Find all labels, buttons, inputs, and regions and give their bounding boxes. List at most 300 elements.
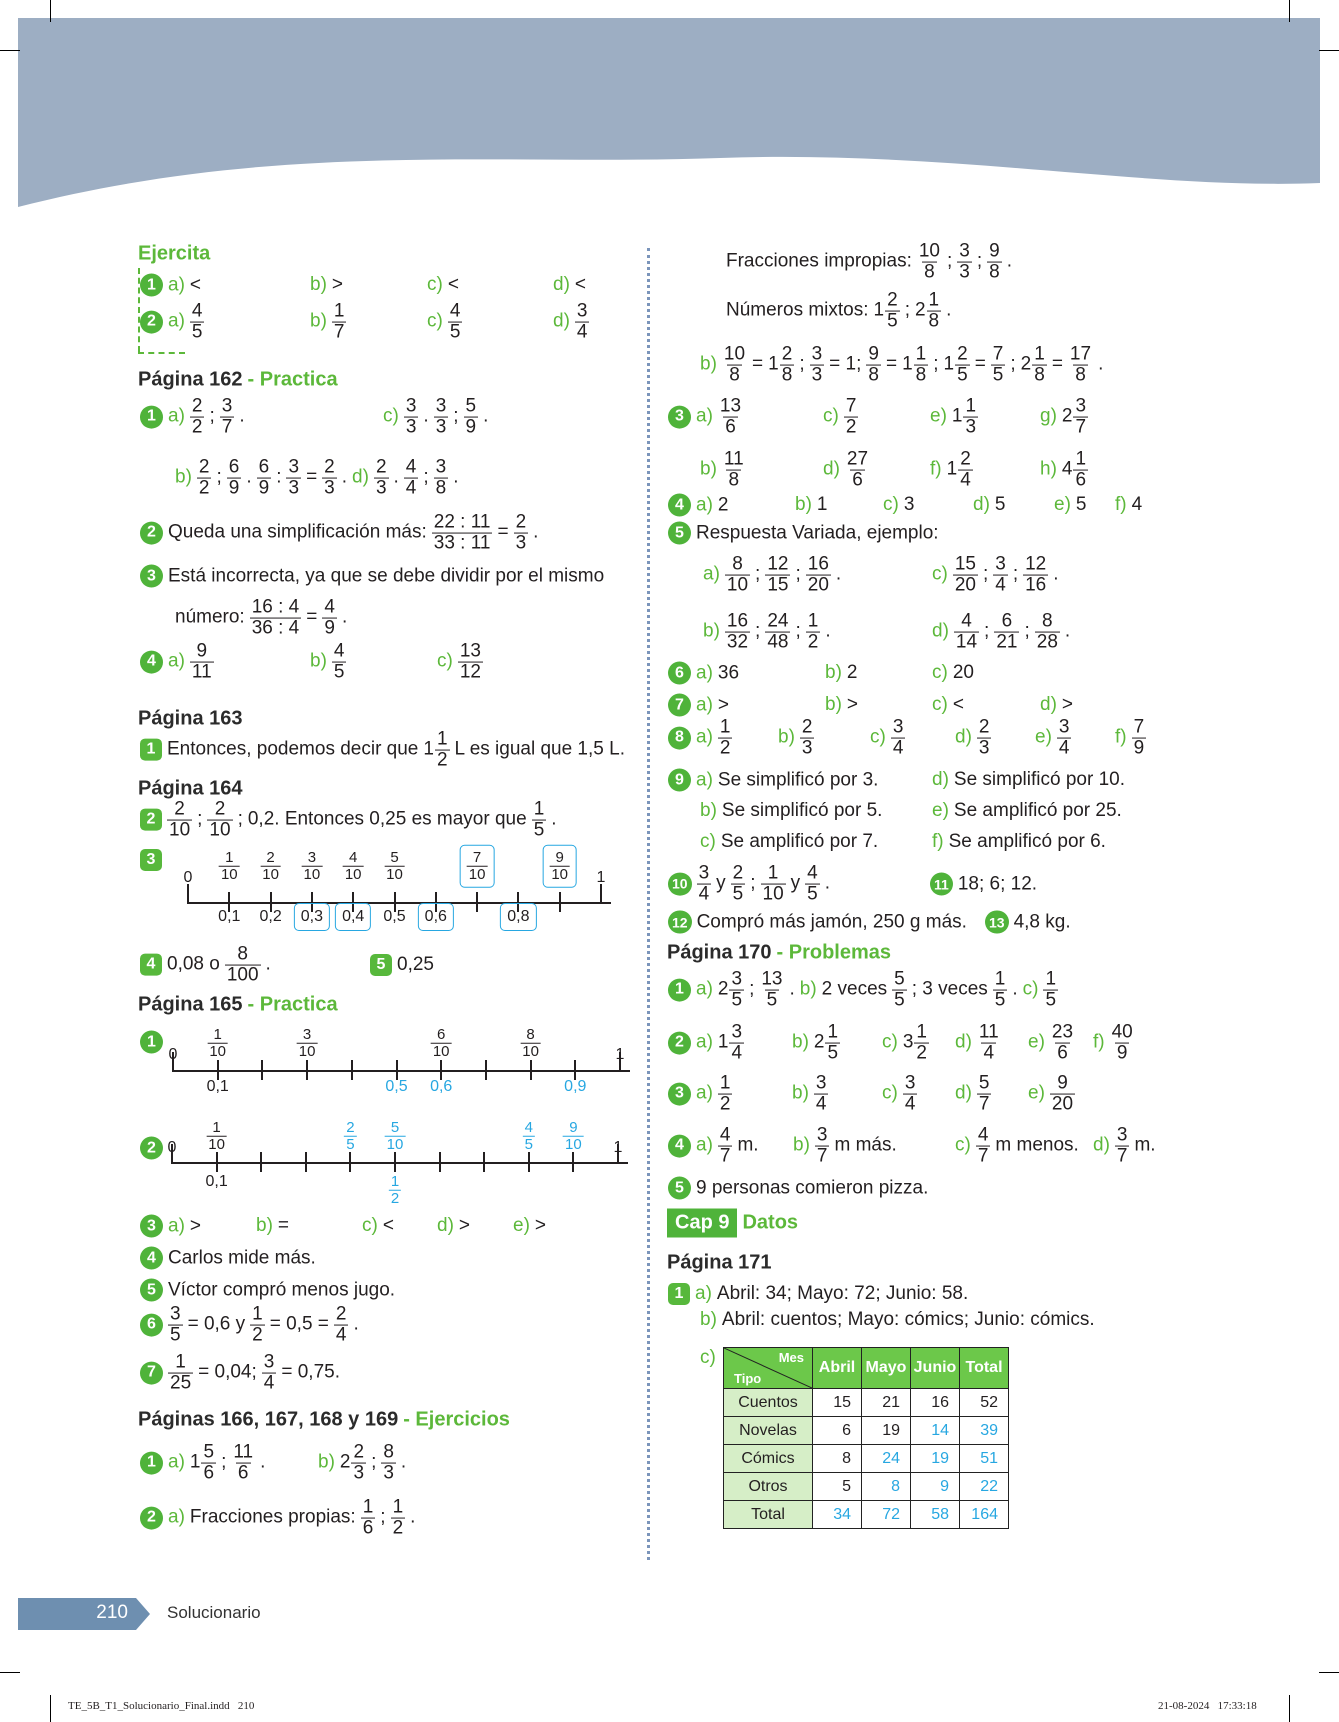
denominator: 4 xyxy=(263,1372,275,1394)
denominator: 10 xyxy=(551,865,569,883)
section-subheading: Datos xyxy=(742,1211,799,1234)
text: < xyxy=(574,274,587,295)
numerator: 7 xyxy=(845,395,857,417)
numerator: 24 xyxy=(767,610,789,632)
number-line-tick xyxy=(559,892,561,912)
table-cell: 58 xyxy=(911,1501,960,1529)
answer-line xyxy=(668,769,883,792)
denominator: 10 xyxy=(344,865,362,883)
denominator: 10 xyxy=(565,1135,582,1153)
denominator: 5 xyxy=(887,310,898,332)
number-line-label xyxy=(430,1078,452,1096)
crop-mark xyxy=(0,50,20,51)
text: < xyxy=(189,274,202,295)
fraction xyxy=(765,612,790,653)
denominator: 7 xyxy=(816,1145,828,1167)
table-cell: 39 xyxy=(960,1417,1009,1445)
numerator: 5 xyxy=(978,1072,990,1094)
answer-line xyxy=(668,662,744,685)
whole-part: 2 xyxy=(813,1032,825,1053)
text: 3 xyxy=(903,494,915,515)
label-text: 0,8 xyxy=(507,908,530,925)
fraction xyxy=(731,864,746,905)
answer-line xyxy=(823,450,875,491)
answer-line xyxy=(667,1252,777,1275)
denominator: 3 xyxy=(978,737,990,759)
fraction xyxy=(800,718,815,759)
fraction xyxy=(810,345,825,386)
whole-part: 1 xyxy=(873,300,885,321)
answer-line xyxy=(667,942,896,965)
text: Se amplificó por 6. xyxy=(948,831,1106,852)
label-text: 1 xyxy=(615,1046,625,1063)
text: Números mixtos: xyxy=(726,300,869,321)
denominator: 48 xyxy=(767,631,789,653)
numerator: 15 xyxy=(954,553,976,575)
text: . xyxy=(946,300,952,321)
item-label: a) xyxy=(696,662,713,683)
fraction xyxy=(1023,555,1048,596)
numerator: 13 xyxy=(459,640,481,662)
denominator: 2 xyxy=(252,1324,263,1346)
numerator: 3 xyxy=(904,1072,916,1094)
section-subheading: - Ejercicios xyxy=(403,1408,510,1431)
number-line-label xyxy=(302,850,323,883)
ejercita-border xyxy=(138,352,185,354)
text: ; xyxy=(904,300,910,321)
text: ; xyxy=(982,564,989,585)
fraction xyxy=(563,1120,584,1153)
number-line-tick xyxy=(600,884,602,904)
text: = xyxy=(277,1215,290,1236)
item-label: e) xyxy=(1028,1032,1045,1053)
label-text: 0 xyxy=(168,1046,178,1063)
answer-line xyxy=(427,302,467,343)
label-text: 0,2 xyxy=(259,908,282,925)
number-line-label xyxy=(218,908,240,926)
answer-line xyxy=(140,1353,345,1394)
numerator: 2 xyxy=(515,511,527,533)
text: . xyxy=(824,873,831,894)
label-text: 0,3 xyxy=(300,908,324,925)
whole-part: 2 xyxy=(1020,354,1032,375)
answer-line xyxy=(882,1074,922,1115)
denominator: 10 xyxy=(298,1042,316,1060)
denominator: 25 xyxy=(170,1372,192,1394)
denominator: 10 xyxy=(432,1042,450,1060)
denominator: 4 xyxy=(405,477,417,499)
answer-line xyxy=(932,831,1111,853)
denominator: 9 xyxy=(1133,737,1145,759)
numerator: 1 xyxy=(212,1118,221,1136)
numerator: 16 xyxy=(807,553,829,575)
denominator: 5 xyxy=(827,1042,839,1064)
item-label: c) xyxy=(870,727,886,748)
text: ; xyxy=(755,564,761,585)
fraction xyxy=(765,555,790,596)
whole-part: 1 xyxy=(943,354,955,375)
fraction xyxy=(262,1353,277,1394)
denominator: 6 xyxy=(362,1517,374,1539)
mixed-number xyxy=(952,397,978,438)
numerator: 2 xyxy=(732,862,744,884)
fraction xyxy=(1043,970,1058,1011)
text: < xyxy=(447,274,459,295)
answer-line xyxy=(700,800,887,822)
text: 4,8 kg. xyxy=(1013,911,1071,932)
text: ; xyxy=(946,251,953,272)
table-cell: 16 xyxy=(911,1389,960,1417)
denominator: 100 xyxy=(226,964,259,986)
item-label: a) xyxy=(696,406,713,427)
table-cell: 22 xyxy=(960,1473,1009,1501)
answer-line xyxy=(825,694,863,716)
fraction xyxy=(250,1305,265,1346)
denominator: 7 xyxy=(977,1145,989,1167)
text: Está incorrecta, ya que se debe dividir por el mismo xyxy=(168,565,605,586)
item-label: f) xyxy=(932,831,944,852)
answer-line xyxy=(140,302,209,343)
row-label: Total xyxy=(724,1501,813,1529)
label-text: 0,4 xyxy=(342,908,365,925)
item-label: a) xyxy=(696,1083,713,1104)
text: = 0,04; xyxy=(198,1362,257,1383)
numerator: 2 xyxy=(375,456,387,478)
number-line-tick xyxy=(351,1060,353,1080)
numerator: 2 xyxy=(801,716,813,738)
numerator: 3 xyxy=(170,1303,181,1325)
item-label: e) xyxy=(1028,1083,1045,1104)
fraction xyxy=(993,555,1008,596)
denominator: 5 xyxy=(1045,989,1057,1011)
denominator: 3 xyxy=(288,477,300,499)
answer-line xyxy=(932,800,1127,822)
table-cell: 19 xyxy=(911,1445,960,1473)
answer-line xyxy=(700,831,883,853)
answer-line xyxy=(370,954,439,976)
number-line-label xyxy=(294,903,330,931)
fraction xyxy=(957,242,972,283)
number-line-label xyxy=(385,1078,407,1096)
number-line-tick xyxy=(217,1060,219,1080)
exercise-number-square: 1 xyxy=(668,1283,690,1305)
column-header: Abril xyxy=(813,1348,862,1389)
item-label: c) xyxy=(437,651,453,672)
denominator: 8 xyxy=(924,261,935,283)
whole-part: 1 xyxy=(946,459,958,480)
numerator: 11 xyxy=(978,1021,999,1043)
fraction xyxy=(391,1498,406,1539)
exercise-number-badge: 5 xyxy=(140,1279,163,1302)
number-line-label xyxy=(542,845,577,888)
crop-mark xyxy=(1289,1695,1290,1722)
exercise-number-badge: 1 xyxy=(140,1031,163,1054)
number-line-tick xyxy=(439,1152,441,1172)
item-label: c) xyxy=(883,494,899,515)
denominator: 6 xyxy=(725,416,736,438)
text: 1 xyxy=(816,494,828,515)
exercise-number-square: 4 xyxy=(140,954,162,976)
item-label: b) xyxy=(700,800,717,821)
numerator: 1 xyxy=(390,1172,400,1190)
denominator: 3 xyxy=(435,416,447,438)
denominator: 5 xyxy=(894,989,905,1011)
fraction xyxy=(514,513,529,554)
exercise-number-badge: 3 xyxy=(668,406,691,429)
denominator: 5 xyxy=(994,989,1006,1011)
text: = 0,75. xyxy=(281,1362,340,1383)
numerator: 12 xyxy=(767,553,789,575)
answer-line xyxy=(703,555,846,596)
denominator: 2 xyxy=(719,1093,731,1115)
answer-line xyxy=(427,274,464,296)
answer-line xyxy=(1028,1074,1080,1115)
answer-line xyxy=(955,1023,1006,1064)
item-label: a) xyxy=(696,769,713,790)
numerator: 2 xyxy=(353,1441,365,1463)
numerator: 4 xyxy=(449,300,461,322)
section-heading: Página 171 xyxy=(667,1251,772,1274)
number-line-tick xyxy=(528,1152,530,1172)
exercise-number-badge: 4 xyxy=(668,1135,691,1158)
text: > xyxy=(458,1215,471,1236)
fraction xyxy=(1057,718,1072,759)
exercise-number-badge: 2 xyxy=(140,1137,163,1160)
numerator: 6 xyxy=(228,456,240,478)
answer-line xyxy=(256,1215,294,1237)
denominator: 6 xyxy=(852,469,863,491)
table-row xyxy=(724,1445,1009,1473)
denominator: 7 xyxy=(719,1145,731,1167)
fraction xyxy=(1110,1023,1135,1064)
numerator: 1 xyxy=(175,1351,186,1373)
item-label: c) xyxy=(955,1135,971,1156)
answer-line xyxy=(667,1209,803,1238)
text: = 0,6 y xyxy=(187,1314,246,1335)
denominator: 8 xyxy=(435,477,447,499)
answer-line xyxy=(140,642,219,683)
section-heading: Página 163 xyxy=(138,707,243,730)
label-text: 0,6 xyxy=(430,1078,453,1095)
answer-line xyxy=(932,662,979,684)
exercise-number-badge: 6 xyxy=(668,662,691,685)
text: m. xyxy=(737,1135,759,1156)
answer-line xyxy=(668,1023,749,1064)
text: > xyxy=(331,274,344,295)
fraction xyxy=(697,864,712,905)
mixed-number xyxy=(190,1443,216,1484)
exercise-number-badge: 4 xyxy=(668,494,691,517)
fraction xyxy=(549,850,570,883)
exercise-number-badge: 4 xyxy=(140,1247,163,1270)
answer-line xyxy=(175,598,352,639)
numerator: 3 xyxy=(811,343,823,365)
text: 18; 6; 12. xyxy=(957,873,1038,894)
row-label: Otros xyxy=(724,1473,813,1501)
fraction xyxy=(953,555,978,596)
item-label: d) xyxy=(823,459,840,480)
numerator: 1 xyxy=(719,1072,731,1094)
denominator: 4 xyxy=(576,321,588,343)
column-header: Mayo xyxy=(862,1348,911,1389)
number-line-label xyxy=(335,903,371,931)
answer-line xyxy=(973,494,1010,516)
item-label: b) xyxy=(318,1452,335,1473)
denominator: 3 xyxy=(801,737,813,759)
fraction xyxy=(977,718,992,759)
numerator: 8 xyxy=(237,943,248,965)
text: 0,25 xyxy=(397,954,434,975)
denominator: 20 xyxy=(807,574,829,596)
answer-line xyxy=(362,1215,399,1237)
denominator: 2 xyxy=(807,631,819,653)
item-label: b) xyxy=(256,1215,273,1236)
item-label: e) xyxy=(932,800,949,821)
text: ; xyxy=(799,354,805,375)
denominator: 11 xyxy=(191,661,212,683)
fraction xyxy=(435,730,450,771)
text: . xyxy=(1053,564,1059,585)
denominator: 9 xyxy=(228,477,240,499)
item-label: e) xyxy=(930,406,947,427)
numerator: 1 xyxy=(392,1496,404,1518)
item-label: b) xyxy=(799,979,817,1000)
answer-line xyxy=(553,274,591,296)
item-label: c) xyxy=(383,406,399,427)
numerator: 3 xyxy=(263,1351,275,1373)
table-cell: 8 xyxy=(862,1473,911,1501)
answer-line xyxy=(668,1283,973,1305)
numerator: 10 xyxy=(918,240,940,262)
text: 5 xyxy=(1075,494,1087,515)
numerator: 3 xyxy=(731,1021,743,1043)
numerator: 5 xyxy=(390,1118,400,1136)
numerator: 2 xyxy=(887,289,898,311)
denominator: 4 xyxy=(983,1042,995,1064)
text: . xyxy=(453,467,459,488)
text: m menos. xyxy=(995,1135,1079,1156)
table-row xyxy=(724,1389,1009,1417)
text: . xyxy=(260,1452,266,1473)
section-title: Solucionario xyxy=(167,1603,261,1622)
numerator: 2 xyxy=(957,343,968,365)
label-text: 0,1 xyxy=(205,1173,228,1190)
numerator: 4 xyxy=(191,300,203,322)
exercise-number-badge: 1 xyxy=(140,274,163,297)
fraction xyxy=(977,1023,1001,1064)
corner-top-label: Mes xyxy=(778,1350,804,1365)
text: ; xyxy=(1010,354,1016,375)
fraction xyxy=(334,1305,349,1346)
numerator: 3 xyxy=(816,1124,828,1146)
number-line-label xyxy=(384,850,405,883)
exercise-number-badge: 10 xyxy=(668,873,692,896)
text: ; xyxy=(976,251,983,272)
text: 2 veces xyxy=(821,979,888,1000)
number-line-label xyxy=(500,903,536,931)
column-header: Junio xyxy=(911,1348,960,1389)
text: Se amplificó por 7. xyxy=(720,831,879,852)
answer-line xyxy=(668,694,734,717)
whole-part: 4 xyxy=(1061,459,1073,480)
item-label: a) xyxy=(703,564,720,585)
crop-mark xyxy=(50,1695,51,1722)
answer-line xyxy=(985,911,1076,934)
text: Se simplificó por 5. xyxy=(721,800,883,821)
text: > xyxy=(189,1215,202,1236)
answer-line xyxy=(668,864,835,905)
numerator: 2 xyxy=(174,798,185,820)
table-row xyxy=(724,1473,1009,1501)
numerator: 4 xyxy=(333,640,345,662)
exercise-number-badge: 1 xyxy=(140,1452,163,1475)
answer-line xyxy=(668,718,737,759)
label-text: 1 xyxy=(613,1139,623,1156)
item-label: e) xyxy=(513,1215,530,1236)
denominator: 12 xyxy=(459,661,481,683)
table-cell: 9 xyxy=(911,1473,960,1501)
denominator: 10 xyxy=(386,865,403,883)
mixed-number xyxy=(768,345,794,386)
text: . xyxy=(423,406,429,427)
fraction xyxy=(190,302,205,343)
exercise-number-badge: 2 xyxy=(668,1032,691,1055)
text: . xyxy=(1012,979,1018,1000)
answer-line xyxy=(310,642,351,683)
text: ; xyxy=(1024,621,1030,642)
whole-part: 1 xyxy=(717,1032,729,1053)
number-line-label xyxy=(383,908,405,926)
fraction xyxy=(814,1074,829,1115)
item-label: b) xyxy=(795,494,812,515)
fraction xyxy=(977,1074,992,1115)
fraction xyxy=(722,450,746,491)
slug-date: 21-08-2024 17:33:18 xyxy=(1158,1700,1257,1712)
numerator: 1 xyxy=(994,968,1006,990)
answer-line xyxy=(140,1305,364,1346)
corner-header xyxy=(724,1348,813,1389)
numerator: 4 xyxy=(524,1118,533,1136)
numerator: 3 xyxy=(302,1025,312,1043)
row-label: Novelas xyxy=(724,1417,813,1445)
numerator: 9 xyxy=(555,848,564,866)
numerator: 5 xyxy=(894,968,905,990)
table-cell: 19 xyxy=(862,1417,911,1445)
denominator: 4 xyxy=(892,737,904,759)
denominator: 2 xyxy=(436,749,448,771)
numerator: 27 xyxy=(846,448,869,470)
numerator: 3 xyxy=(576,300,588,322)
fraction xyxy=(815,1126,830,1167)
text: ; xyxy=(209,406,215,427)
numerator: 4 xyxy=(324,596,335,618)
row-label: Cuentos xyxy=(724,1389,813,1417)
denominator: 6 xyxy=(237,1462,249,1484)
item-label: a) xyxy=(696,494,713,515)
denominator: 8 xyxy=(728,469,740,491)
item-label: c) xyxy=(882,1032,898,1053)
fraction xyxy=(206,1120,227,1153)
item-label: b) xyxy=(700,354,717,375)
numerator: 9 xyxy=(569,1118,578,1136)
denominator: 5 xyxy=(449,321,461,343)
fraction xyxy=(260,850,281,883)
number-line-label xyxy=(207,1027,228,1060)
text: > xyxy=(846,694,859,715)
numerator: 3 xyxy=(1075,395,1087,417)
numerator: 4 xyxy=(807,862,818,884)
number-line-label xyxy=(219,850,240,883)
